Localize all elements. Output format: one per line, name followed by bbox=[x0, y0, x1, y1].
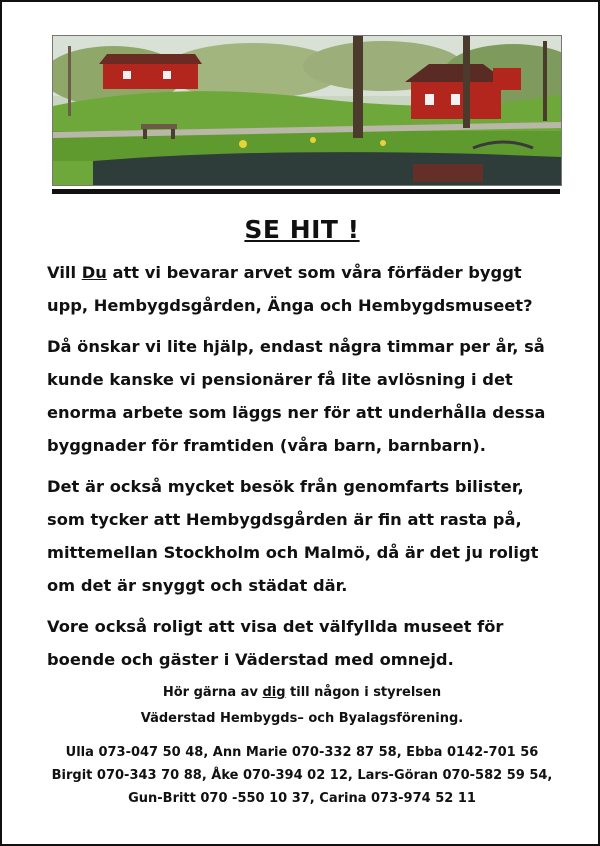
paragraph-3 bbox=[47, 470, 567, 602]
phone-line: Gun-Britt 070 -550 10 37, Carina 073-974 52 11 bbox=[128, 791, 476, 806]
text-line: Vore också roligt att visa det välfyllda museet för bbox=[47, 617, 504, 636]
paragraph-4 bbox=[47, 610, 567, 676]
text-line: Då önskar vi lite hjälp, endast några timmar per år, så bbox=[47, 337, 545, 356]
paragraph-1 bbox=[47, 256, 567, 322]
hembygdsgarden-photo bbox=[52, 35, 562, 186]
text-line: Det är också mycket besök från genomfarts bilister, bbox=[47, 477, 524, 496]
contact-invite bbox=[2, 680, 600, 706]
contact-footer bbox=[2, 680, 600, 810]
text-fragment: att vi bevarar arvet som våra förfäder byggt bbox=[106, 263, 522, 282]
text-line: mittemellan Stockholm och Malmö, då är det ju roligt bbox=[47, 543, 539, 562]
divider-rule bbox=[52, 189, 560, 194]
organization-name: Väderstad Hembygds– och Byalagsförening. bbox=[140, 711, 464, 726]
paragraph-2 bbox=[47, 330, 567, 462]
underlined-word: Du bbox=[81, 263, 107, 282]
phone-line: Birgit 070-343 70 88, Åke 070-394 02 12, Lars-Göran 070-582 59 54, bbox=[51, 768, 553, 783]
text-line bbox=[47, 256, 567, 289]
text-line: byggnader för framtiden (våra barn, barnbarn). bbox=[47, 436, 486, 455]
main-text bbox=[47, 256, 567, 684]
page-title: SE HIT ! bbox=[244, 215, 360, 244]
text-line: upp, Hembygdsgården, Änga och Hembygdsmuseet? bbox=[47, 296, 533, 315]
text-line: om det är snyggt och städat där. bbox=[47, 576, 348, 595]
text-fragment: till någon i styrelsen bbox=[285, 685, 442, 700]
text-line: enorma arbete som läggs ner för att underhålla dessa bbox=[47, 403, 546, 422]
text-line: boende och gäster i Väderstad med omnejd. bbox=[47, 650, 454, 669]
spacer bbox=[2, 732, 600, 741]
underlined-word: dig bbox=[262, 685, 286, 700]
phone-line: Ulla 073-047 50 48, Ann Marie 070-332 87 58, Ebba 0142-701 56 bbox=[65, 745, 539, 760]
text-fragment: Hör gärna av bbox=[162, 685, 263, 700]
text-fragment: Vill bbox=[47, 263, 82, 282]
text-line: kunde kanske vi pensionärer få lite avlösning i det bbox=[47, 370, 513, 389]
text-line: som tycker att Hembygdsgården är fin att rasta på, bbox=[47, 510, 522, 529]
